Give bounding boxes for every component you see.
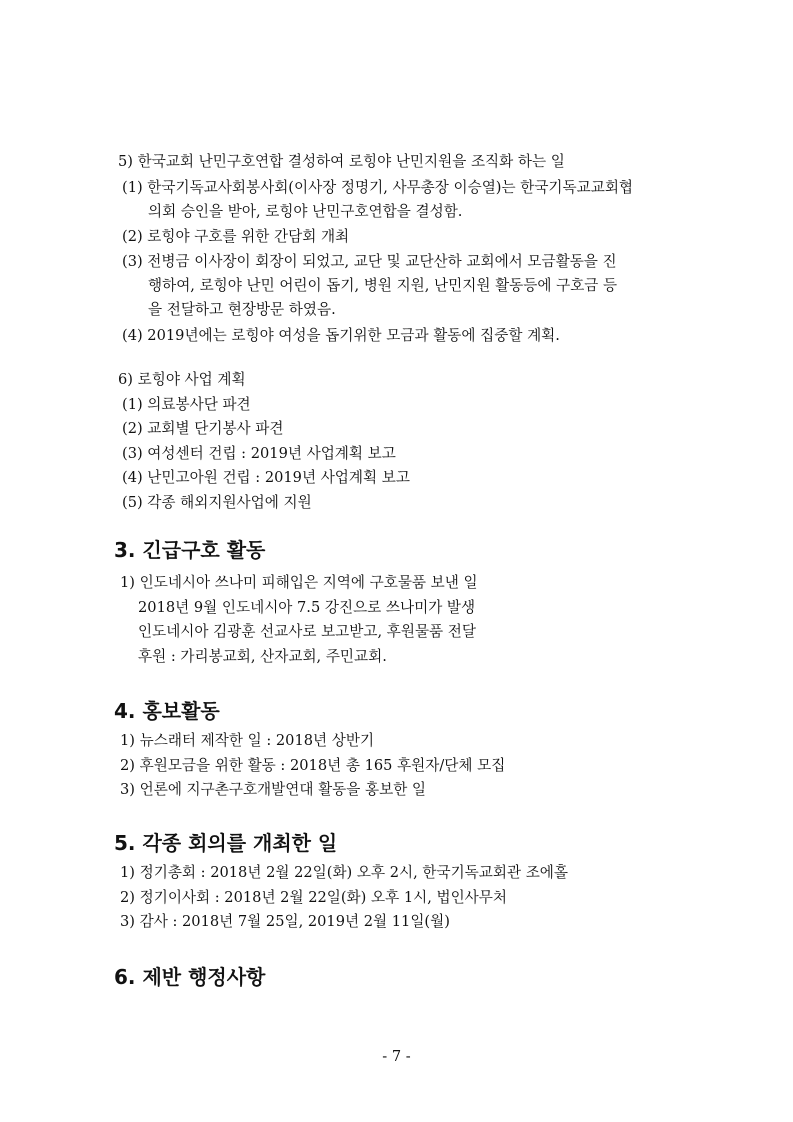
section-6-title: 6) 로힝야 사업 계획: [118, 371, 246, 388]
heading-emergency-relief: 3. 긴급구호 활동: [114, 538, 266, 562]
heading-pr-activities: 4. 홍보활동: [114, 699, 220, 723]
list-item: (4) 난민고아원 건립 : 2019년 사업계획 보고: [122, 469, 410, 486]
list-item: 3) 감사 : 2018년 7월 25일, 2019년 2월 11일(월): [120, 913, 450, 930]
list-item: 3) 언론에 지구촌구호개발연대 활동을 홍보한 일: [120, 781, 427, 798]
list-item: 1) 인도네시아 쓰나미 피해입은 지역에 구호물품 보낸 일: [120, 574, 478, 591]
list-item: 인도네시아 김광훈 선교사로 보고받고, 후원물품 전달: [138, 623, 476, 640]
list-item: (5) 각종 해외지원사업에 지원: [122, 494, 312, 511]
list-item: 의회 승인을 받아, 로힝야 난민구호연합을 결성함.: [148, 203, 463, 220]
list-item: (2) 로힝야 구호를 위한 간담회 개최: [122, 228, 350, 245]
list-item: (1) 의료봉사단 파견: [122, 396, 251, 413]
list-item: 2018년 9월 인도네시아 7.5 강진으로 쓰나미가 발생: [138, 599, 476, 616]
list-item: 2) 후원모금을 위한 활동 : 2018년 총 165 후원자/단체 모집: [120, 757, 506, 774]
list-item: 1) 정기총회 : 2018년 2월 22일(화) 오후 2시, 한국기독교회관 조에홀: [120, 864, 569, 881]
list-item: 을 전달하고 현장방문 하였음.: [148, 301, 336, 318]
page-number: - 7 -: [382, 1048, 411, 1065]
list-item: 후원 : 가리봉교회, 산자교회, 주민교회.: [138, 648, 387, 665]
list-item: (1) 한국기독교사회봉사회(이사장 정명기, 사무총장 이승열)는 한국기독교교회협: [122, 179, 634, 196]
heading-administration: 6. 제반 행정사항: [114, 965, 266, 989]
list-item: (3) 전병금 이사장이 회장이 되었고, 교단 및 교단산하 교회에서 모금활동을 진: [122, 253, 617, 270]
list-item: (4) 2019년에는 로힝야 여성을 돕기위한 모금과 활동에 집중할 계획.: [122, 327, 560, 344]
list-item: (3) 여성센터 건립 : 2019년 사업계획 보고: [122, 445, 396, 462]
heading-meetings: 5. 각종 회의를 개최한 일: [114, 831, 338, 855]
list-item: 행하여, 로힝야 난민 어린이 돕기, 병원 지원, 난민지원 활동등에 구호금 등: [148, 277, 618, 294]
list-item: (2) 교회별 단기봉사 파견: [122, 420, 284, 437]
list-item: 1) 뉴스래터 제작한 일 : 2018년 상반기: [120, 732, 375, 749]
section-5-title: 5) 한국교회 난민구호연합 결성하여 로힝야 난민지원을 조직화 하는 일: [118, 153, 565, 170]
list-item: 2) 정기이사회 : 2018년 2월 22일(화) 오후 1시, 법인사무처: [120, 889, 507, 906]
